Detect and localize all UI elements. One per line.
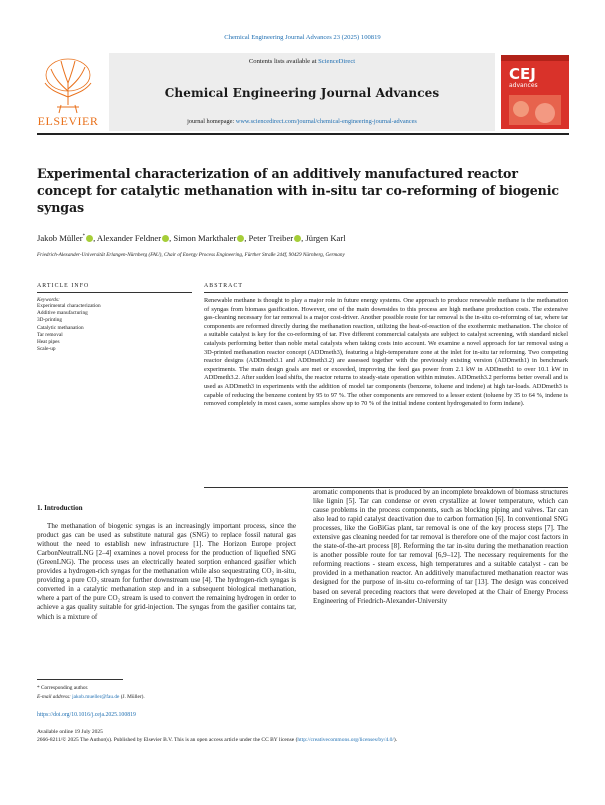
orcid-icon[interactable]: [162, 235, 169, 242]
keyword: Experimental characterization: [37, 303, 101, 309]
corresponding-author-note: * Corresponding author.: [37, 685, 89, 691]
header-rule: [37, 133, 569, 135]
email-label: E-mail address:: [37, 693, 73, 700]
contents-prefix: Contents lists available at: [248, 58, 319, 65]
article-title: Experimental characterization of an additively manufactured reactor concept for catalytic methanation with in-situ tar co-reforming of biogenic syngas: [37, 166, 559, 216]
journal-banner: [109, 53, 495, 131]
contents-line: [109, 58, 495, 65]
article-info: [37, 283, 192, 353]
keyword: Scale-up: [37, 346, 56, 353]
author-name[interactable]: Jürgen Karl: [305, 233, 346, 243]
journal-cover-thumbnail[interactable]: [501, 55, 569, 129]
elsevier-wordmark: ELSEVIER: [37, 114, 99, 128]
email-link[interactable]: jakob.mueller@fau.de: [72, 693, 120, 700]
cover-title: CEJ: [509, 65, 536, 83]
author-name[interactable]: Peter Treiber: [248, 233, 294, 243]
license-prefix: 2666-8211/© 2025 The Author(s). Published by Elsevier B.V. This is an open access article under the CC BY license (: [37, 737, 298, 743]
orcid-icon[interactable]: [237, 235, 244, 242]
author-name[interactable]: Simon Markthaler: [173, 233, 237, 243]
journal-header: [37, 53, 569, 131]
body-column-left: [37, 504, 296, 622]
license-link[interactable]: http://creativecommons.org/licenses/by/4.0/: [297, 737, 394, 743]
elsevier-logo[interactable]: [37, 53, 99, 131]
affiliation: Friedrich-Alexander-Universität Erlangen-Nürnberg (FAU), Chair of Energy Process Engineering, Fürther Straße 244f, 90429 Nürnberg, Germany: [37, 252, 345, 258]
sciencedirect-link[interactable]: ScienceDirect: [318, 58, 356, 65]
keyword: 3D-printing: [37, 317, 63, 324]
orcid-icon[interactable]: [294, 235, 301, 242]
orcid-icon[interactable]: [86, 235, 93, 242]
article-info-heading: ARTICLE INFO: [37, 283, 192, 293]
author-list: Jakob Müller* , Alexander Feldner , Simon Markthaler , Peter Treiber , Jürgen Karl: [37, 233, 346, 243]
footnote: [37, 684, 145, 701]
email-suffix: (J. Müller).: [119, 693, 145, 700]
journal-reference[interactable]: Chemical Engineering Journal Advances 23 (2025) 100819: [224, 34, 381, 41]
keyword: Tar removal: [37, 331, 63, 338]
email-line: [37, 693, 145, 702]
introduction-heading: 1. Introduction: [37, 504, 83, 512]
keyword: Catalytic methanation: [37, 324, 84, 331]
available-online: Available online 19 July 2025: [37, 729, 103, 735]
corresponding-mark[interactable]: *: [82, 234, 86, 240]
footnote-rule: [37, 679, 123, 680]
journal-title: Chemical Engineering Journal Advances: [164, 86, 440, 100]
keyword: Heat pipes: [37, 339, 60, 346]
keywords-label: Keywords:: [37, 297, 60, 303]
author-name[interactable]: Alexander Feldner: [96, 233, 162, 243]
homepage-line: [109, 118, 495, 125]
author-name[interactable]: Jakob Müller: [37, 233, 83, 243]
body-paragraph: aromatic components that is produced by an incomplete breakdown of biomass structures like lignin [5]. Tar can condense or even crystallize at lower temperature, which can cause problems in the process components, such as blocking piping and valves. Tar can also lead to rapid catalyst deactivation due to carbon formation [6]. In conventional SNG processes, like the GoBiGas plant, tar removal is one of the key process steps [7]. The extensive gas cleaning needed for tar removal is therefore one of the major cost factors in the state-of-the-art process [8]. Reforming the tar in-situ during the methanation reaction is another possible route for tar removal [6,9–12]. The necessary requirements for the reforming reactions - steam excess, high temperatures and a suitable catalyst - can be provided in a methanation reactor. An additively manufactured methanation reactor was designed for the purpose of in-situ co-reforming of tar [13]. The design was conceived based on several preceding reactors that were developed at the Chair of Energy Process Engineering of Friedrich-Alexander-University: [313, 488, 568, 605]
license-suffix: ).: [393, 737, 398, 743]
availability-info: [37, 728, 397, 744]
license-line: [37, 736, 397, 744]
body-column-right: [313, 488, 568, 606]
doi-link[interactable]: https://doi.org/10.1016/j.ceja.2025.100819: [37, 712, 136, 718]
keyword: Additive manufacturing: [37, 310, 88, 317]
homepage-label: journal homepage:: [187, 118, 236, 125]
abstract-text: Renewable methane is thought to play a major role in future energy systems. One approach to produce renewable methane is the methanation of syngas from biomass gasification. However, one of the main downsides to this process are high methane production costs. The extensive gas-cleaning necessary for tar removal is a major cost-driver. Another possible route for tar removal is the in-situ co-reforming of tar, where tar components are reformed directly during the methanation reaction, utilizing the heat-of-reaction of the exothermic methanation. The choice of a suitable catalyst is key for the co-reforming of tar. Five different commercial catalysts are subject to catalyst screening, with standard nickel catalysts performing better than noble metal catalysts when taking costs into account. We examine a novel approach for tar removal using a 3D-printed methanation reactor concept (ADDmeth3), featuring a high-temperature zone at the inlet for in-situ tar reforming. Two competing reactor designs (ADDmeth3.1 and ADDmeth3.2) are assessed together with the previously existing version (ADDmeth1) in benchmark experiments. The main design goals are met or exceeded, improving the feed gas power from 2.1 kW in ADDmeth1 to over 10.1 kW in ADDmeth3.2. After sudden load shifts, the reactor returns to steady-state operation within minutes. ADDmeth3.2 performs better overall and is used as ADDmeth3 in experiments with the addition of model tar components (benzene, toluene and indene) at high tar-loads. ADDmeth3 is capable of reducing the benzene content by 95 to 97 %. The other components are removed to a lesser extent (toluene by 35 to 64 %, indene is removed completely in most cases, some samples show up to 70 % of the initial indene content hydrogenated to form indane).: [204, 297, 568, 408]
cover-subtitle: advances: [509, 82, 538, 89]
homepage-link[interactable]: www.sciencedirect.com/journal/chemical-engineering-journal-advances: [235, 118, 417, 125]
body-paragraph: The methanation of biogenic syngas is an increasingly important process, since the product gas can be used as substitute natural gas (SNG) to replace fossil natural gas without the need to establish new infrastructure [1]. The Horizon Europe project CarbonNeutralLNG [2–4] examines a novel process for the production of liquefied SNG (GreenLNG). The process uses an electrically heated sorption enhanced gasifier which provides a hydrogen-rich syngas for the methanation while also sequestrating CO₂ in-situ, providing a pure CO₂ stream for further downstream use [4]. The hydrogen-rich syngas is converted in a catalytic methanation step and in a subsequent biological methanation, where a part of the pure CO₂ stream is used to convert the remaining hydrogen in order to achieve a gas quality suitable for grid-injection. The syngas from the gasifier contains tar, which is a mixture of: [37, 522, 296, 621]
abstract-heading: ABSTRACT: [204, 283, 568, 293]
abstract: [204, 283, 568, 409]
